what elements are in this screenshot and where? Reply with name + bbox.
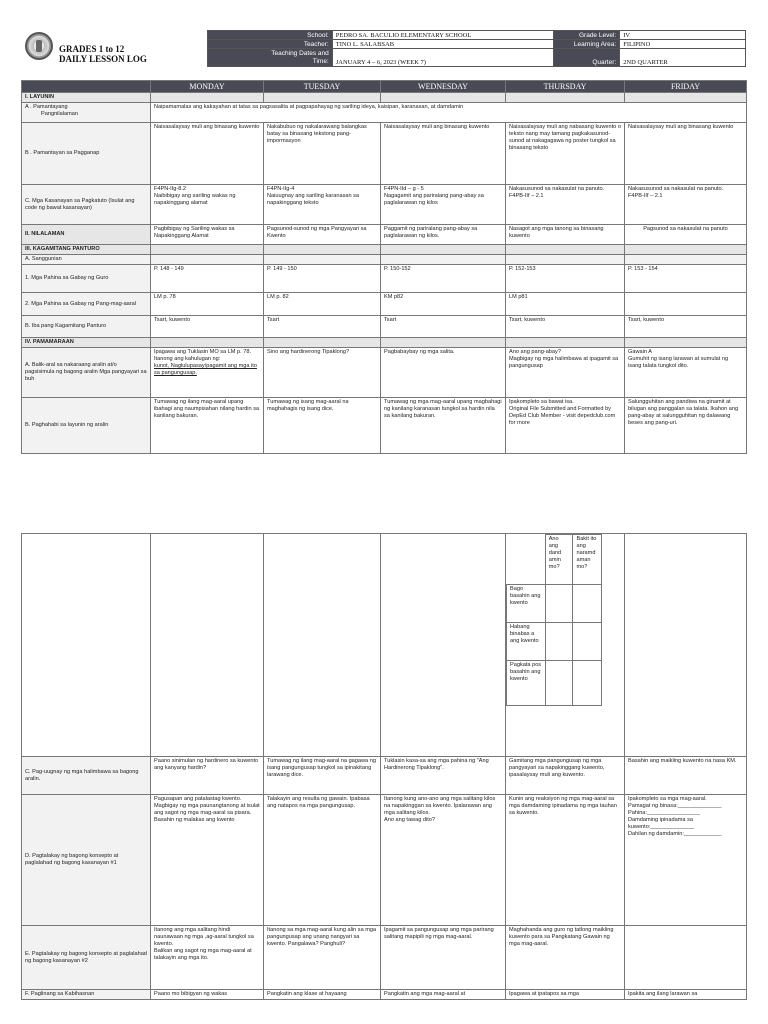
cell: Tuklasin kasa-sa ang mga pahina ng "Ang Hardinerong Tipaklong". (381, 757, 506, 795)
area-label: Learning Area: (554, 40, 620, 49)
cell (22, 534, 151, 757)
reaction-grid-cell (506, 534, 625, 757)
cell: Kunin ang reaksiyon ng mga mag-aaral sa mga damdaming ipinadama ng mga tauhan sa kuwento. (506, 795, 625, 926)
row-paghahabi (22, 398, 747, 454)
row-gabay-guro (22, 265, 747, 293)
cell: Naisasalaysay muli ang nabasang kuwento o teksto nang may tamang pagkakasunod-sunod at nakagagawa ng poster tungkol sa binasang teksto (506, 123, 625, 185)
dates-value: JANUARY 4 – 6, 2023 (WEEK 7) (332, 49, 554, 67)
section-label: I. LAYUNIN (22, 93, 151, 103)
section-label: IV. PAMAMARAAN (22, 338, 151, 348)
cell (151, 348, 264, 398)
cell: P. 148 - 149 (151, 265, 264, 293)
cell: Ipagamit sa pangungusap ang mga parirang salitang mapipili ng mga mag-aaral. (381, 926, 506, 990)
cell: Maghahanda ang guro ng tatlong maikling kuwento para sa Pangkatang Gawain ng mga mag-aaral. (506, 926, 625, 990)
deped-seal-icon (25, 32, 53, 60)
grid-cell (545, 623, 573, 661)
dll-header (21, 30, 746, 74)
cell: Nakasusunod sa nakasulat na panuto. F4PB-IIf – 2.1 (506, 185, 625, 225)
section-label: III. KAGAMITANG PANTURO (22, 245, 151, 255)
quarter-label: Quarter: (554, 49, 620, 67)
cell: Naisasalaysay muli ang binasang kuwento (625, 123, 747, 185)
cell: Tsart, kuwento (625, 316, 747, 338)
corner-cell (22, 81, 151, 93)
balik-line-2: Itanong ang kahulugan ng: (154, 356, 221, 362)
section-pamamaraan (22, 338, 747, 348)
balik-line-1: Ipagawa ang Tuklasin MO sa LM p. 78. (154, 349, 252, 355)
row-konsepto-1 (22, 795, 747, 926)
row-label: C. Pag-uugnay ng mga halimbawa sa bagong aralin. (22, 757, 151, 795)
lesson-log-table-1 (21, 80, 747, 454)
row-label: 2. Mga Pahina sa Gabay ng Pang-mag-aaral (22, 293, 151, 316)
cell: Paano sinimulan ng hardinero sa kuwento ang kanyang hardin? (151, 757, 264, 795)
row-label: B. Paghahabi sa layunin ng aralin (22, 398, 151, 454)
area-value: FILIPINO (620, 40, 746, 49)
cell: LM p81 (506, 293, 625, 316)
cell: Gamitang mga pangungusap ng mga pangyayari sa napakinggang kuwento, ipasalaysay muli ang kuwento. (506, 757, 625, 795)
cell: Pagsunod sa nakasulat na panuto (625, 225, 747, 245)
cell (625, 534, 747, 757)
grid-cell (573, 585, 602, 623)
cell: Tsart (264, 316, 381, 338)
cell: Ipakompleto sa bawat isa. Original File Submitted and Formatted by DepEd Club Member - visit depedclub.com for more (506, 398, 625, 454)
day-tuesday: TUESDAY (264, 81, 381, 93)
cell: Pagusapan ang patalastag kwento. Magbigay ng mga paunangtanong at isulat ang sagot ng mga mag-aaral sa pisara. Basahin ng malakas ang kwento (151, 795, 264, 926)
cell: Tsart (381, 316, 506, 338)
cell: F4PN-IIg-4 Naiuugnay ang sariling karanasan sa napakinggang teksto (264, 185, 381, 225)
grid-col-1: Ano ang dand amin mo? (545, 535, 573, 585)
cell: Basahin ang maikling kuwento na nasa KM. (625, 757, 747, 795)
grid-row-3: Pagkata pos basahin ang kwento (507, 661, 546, 706)
cell: F4PN-IId – g - 5 Nagagamit ang pariralang pang-abay sa paglalarawan ng kilos (381, 185, 506, 225)
cell: Salungguhitan ang pandiwa na ginamit at bilugan ang panggalan sa talata. Ikahon ang pang-abay at salungguhitan ng dalawang beses ang pang-uri. (625, 398, 747, 454)
cell: Ipagawa at ipatapos sa mga (506, 990, 625, 1000)
cell: P. 149 - 150 (264, 265, 381, 293)
label-line-1: A . Pamantayang (25, 104, 68, 110)
title-line-2: DAILY LESSON LOG (59, 54, 147, 64)
section-sanggunian (22, 255, 747, 265)
section-layunin (22, 93, 747, 103)
row-label: A. Balik-aral sa nakaraang aralin at/o pagsisimula ng bagong aralin Mga pangyayari sa buh (22, 348, 151, 398)
title-line-1: GRADES 1 to 12 (59, 44, 125, 54)
dates-label-line-1: Teaching Dates and (271, 49, 329, 57)
cell: Itanong kung ano-ano ang mga salitang kilos na napakinggan sa kwento. Ipalarawan ang mga salitang kilos. Ano ang tawag dito? (381, 795, 506, 926)
label-line-2: Pangnilalaman (41, 111, 79, 117)
cell: Itanong ang mga salitang hindi naunawaan ng mga ,ag-aaral tungkol sa kwento. Balikan ang sagot ng mga mag-aaral at talakayin ang mga ito. (151, 926, 264, 990)
cell: Tsart, kuwento (506, 316, 625, 338)
grid-cell (573, 623, 602, 661)
grid-cell (545, 585, 573, 623)
lesson-log-table-2 (21, 533, 747, 1000)
cell: Naisasalaysay muli ang binasang kuwento (381, 123, 506, 185)
row-continued (22, 534, 747, 757)
cell (264, 534, 381, 757)
cell: Nakabubuo ng nakalarawang balangkas batay sa binasang tekstong pang-impormasyon (264, 123, 381, 185)
dates-label-line-2: Time: (312, 57, 329, 65)
row-konsepto-2 (22, 926, 747, 990)
grid-cell (545, 661, 573, 706)
cell: P. 150-152 (381, 265, 506, 293)
cell: KM p82 (381, 293, 506, 316)
cell: Ipakompleto sa mga mag-aaral. Pamagat ng binasa:______________ Pahina:_________________ Damdaming ipinadama sa kuwento:______________ Dahilan ng damdamin:____________ (625, 795, 747, 926)
row-label: II. NILALAMAN (22, 225, 151, 245)
row-gabay-mag-aaral (22, 293, 747, 316)
grade-label: Grade Level: (554, 31, 620, 40)
section-label: A. Sanggunian (22, 255, 151, 265)
cell: Tumawag ng ilang mag-aaral na gagawa ng isang pangungusap tungkol sa ipinakitang larawang dice. (264, 757, 381, 795)
dll-title (59, 44, 147, 64)
grid-row-2: Habang binabas a ang kwento (507, 623, 546, 661)
cell: Gawain A Gumuhit ng isang larawan at sumulat ng isang talata tungkol dito. (625, 348, 747, 398)
cell: Ano ang pang-abay? Magbigay ng mga halimbawa at ipagamit sa pangungusap (506, 348, 625, 398)
row-balik-aral (22, 348, 747, 398)
cell: Naisasalaysay muli ang binasang kuwento (151, 123, 264, 185)
cell: P. 153 - 154 (625, 265, 747, 293)
cell: Tumawag ng isang mag-aaral na maghahagis ng isang dice. (264, 398, 381, 454)
cell (151, 534, 264, 757)
cell: Pagbibigay ng Sariling wakas sa Napakinggang Alamat (151, 225, 264, 245)
day-friday: FRIDAY (625, 81, 747, 93)
cell: Paggamit ng pariralang pang-abay sa paglalarawan ng kilos. (381, 225, 506, 245)
row-label: C. Mga Kasanayan sa Pagkatuto (Isulat ang code ng bawat kasanayan) (22, 185, 151, 225)
cell: Paano mo bibigyan ng wakas (151, 990, 264, 1000)
row-pamantayang-pangnilalaman (22, 103, 747, 123)
row-pagganap (22, 123, 747, 185)
day-monday: MONDAY (151, 81, 264, 93)
grid-cell (573, 661, 602, 706)
header-info-table (207, 30, 746, 67)
teacher-label: Teacher: (208, 40, 333, 49)
grade-value: IV (620, 31, 746, 40)
cell (625, 926, 747, 990)
pamantayang-text: Naipamamalas ang kakayahan at tatas sa pagsasalita at pagpapahayag ng sariling ideya, kaisipan, karanasan, at damdamin (151, 103, 747, 123)
cell: F4PN-IIg-8.2 Naibibigay ang sariling wakas ng napakinggang alamat (151, 185, 264, 225)
row-nilalaman (22, 225, 747, 245)
row-label: E. Pagtalakay ng bagong konsepto at paglalahad ng bagong kasanayan #2 (22, 926, 151, 990)
row-label (22, 103, 151, 123)
cell: LM p. 78 (151, 293, 264, 316)
cell (625, 293, 747, 316)
section-kagamitan (22, 245, 747, 255)
cell: Tsart, kuwento (151, 316, 264, 338)
dates-label (208, 49, 333, 67)
cell: Nasagot ang mga tanong sa binasang kuwento (506, 225, 625, 245)
row-kabihasnan (22, 990, 747, 1000)
row-label: B. Iba pang Kagamitang Panturo (22, 316, 151, 338)
grid-col-2: Bakit ito ang naramd aman mo? (573, 535, 602, 585)
quarter-value: 2ND QUARTER (620, 49, 746, 67)
reaction-grid (506, 534, 625, 706)
row-pag-uugnay (22, 757, 747, 795)
row-iba-pang-kagamitan (22, 316, 747, 338)
cell: Pagsunod-sunod ng mga Pangyayari sa Kwento (264, 225, 381, 245)
cell (381, 534, 506, 757)
cell: Tumawag ng ilang mag-aaral upang ibahagi ang naumpisahan nilang hardin sa kanilang bakuran. (151, 398, 264, 454)
row-label: 1. Mga Pahina sa Gabay ng Guro (22, 265, 151, 293)
row-label: D. Pagtalakay ng bagong konsepto at paglalahad ng bagong kasanayan #1 (22, 795, 151, 926)
row-label: F. Paglinang sa Kabihasnan (22, 990, 151, 1000)
teacher-value: TINO L. SALABSAB (332, 40, 554, 49)
row-label: B . Pamantayan sa Pagganap (22, 123, 151, 185)
cell: Sino ang hardinerong Tipaklong? (264, 348, 381, 398)
row-pagkatuto (22, 185, 747, 225)
cell: Nakasusunod sa nakasulat na panuto. F4PB-IIf – 2.1 (625, 185, 747, 225)
cell: Itanong sa mga mag-aaral kung alin sa mga pangungusap ang unang nangyari sa kwento. Pangalawa? Panghuli? (264, 926, 381, 990)
day-thursday: THURSDAY (506, 81, 625, 93)
cell: Pangkatin ang mga mag-aaral at (381, 990, 506, 1000)
school-value: PEDRO SA. BACULIO ELEMENTARY SCHOOL (332, 31, 554, 40)
cell: Talakayin ang resulta ng gawain. Ipabasa ang natapos na mga pangungusap. (264, 795, 381, 926)
cell: Ipakita ang ilang larawan sa (625, 990, 747, 1000)
school-label: School: (208, 31, 333, 40)
cell: P. 152-153 (506, 265, 625, 293)
cell: Pangkatin ang klase at hayaang (264, 990, 381, 1000)
day-wednesday: WEDNESDAY (381, 81, 506, 93)
cell: Pagbabaybay ng mga salita. (381, 348, 506, 398)
grid-row-1: Bago basahin ang kwento (507, 585, 546, 623)
balik-line-3: kunot, Naglulupasay/pagamit ang mga ito sa pangungusap. (154, 363, 257, 376)
cell: LM p. 82 (264, 293, 381, 316)
cell: Tumawag ng mga mag-aaral upang magbahagi ng kanilang karanasan tungkol sa hardin nila sa kanilang bakuran. (381, 398, 506, 454)
